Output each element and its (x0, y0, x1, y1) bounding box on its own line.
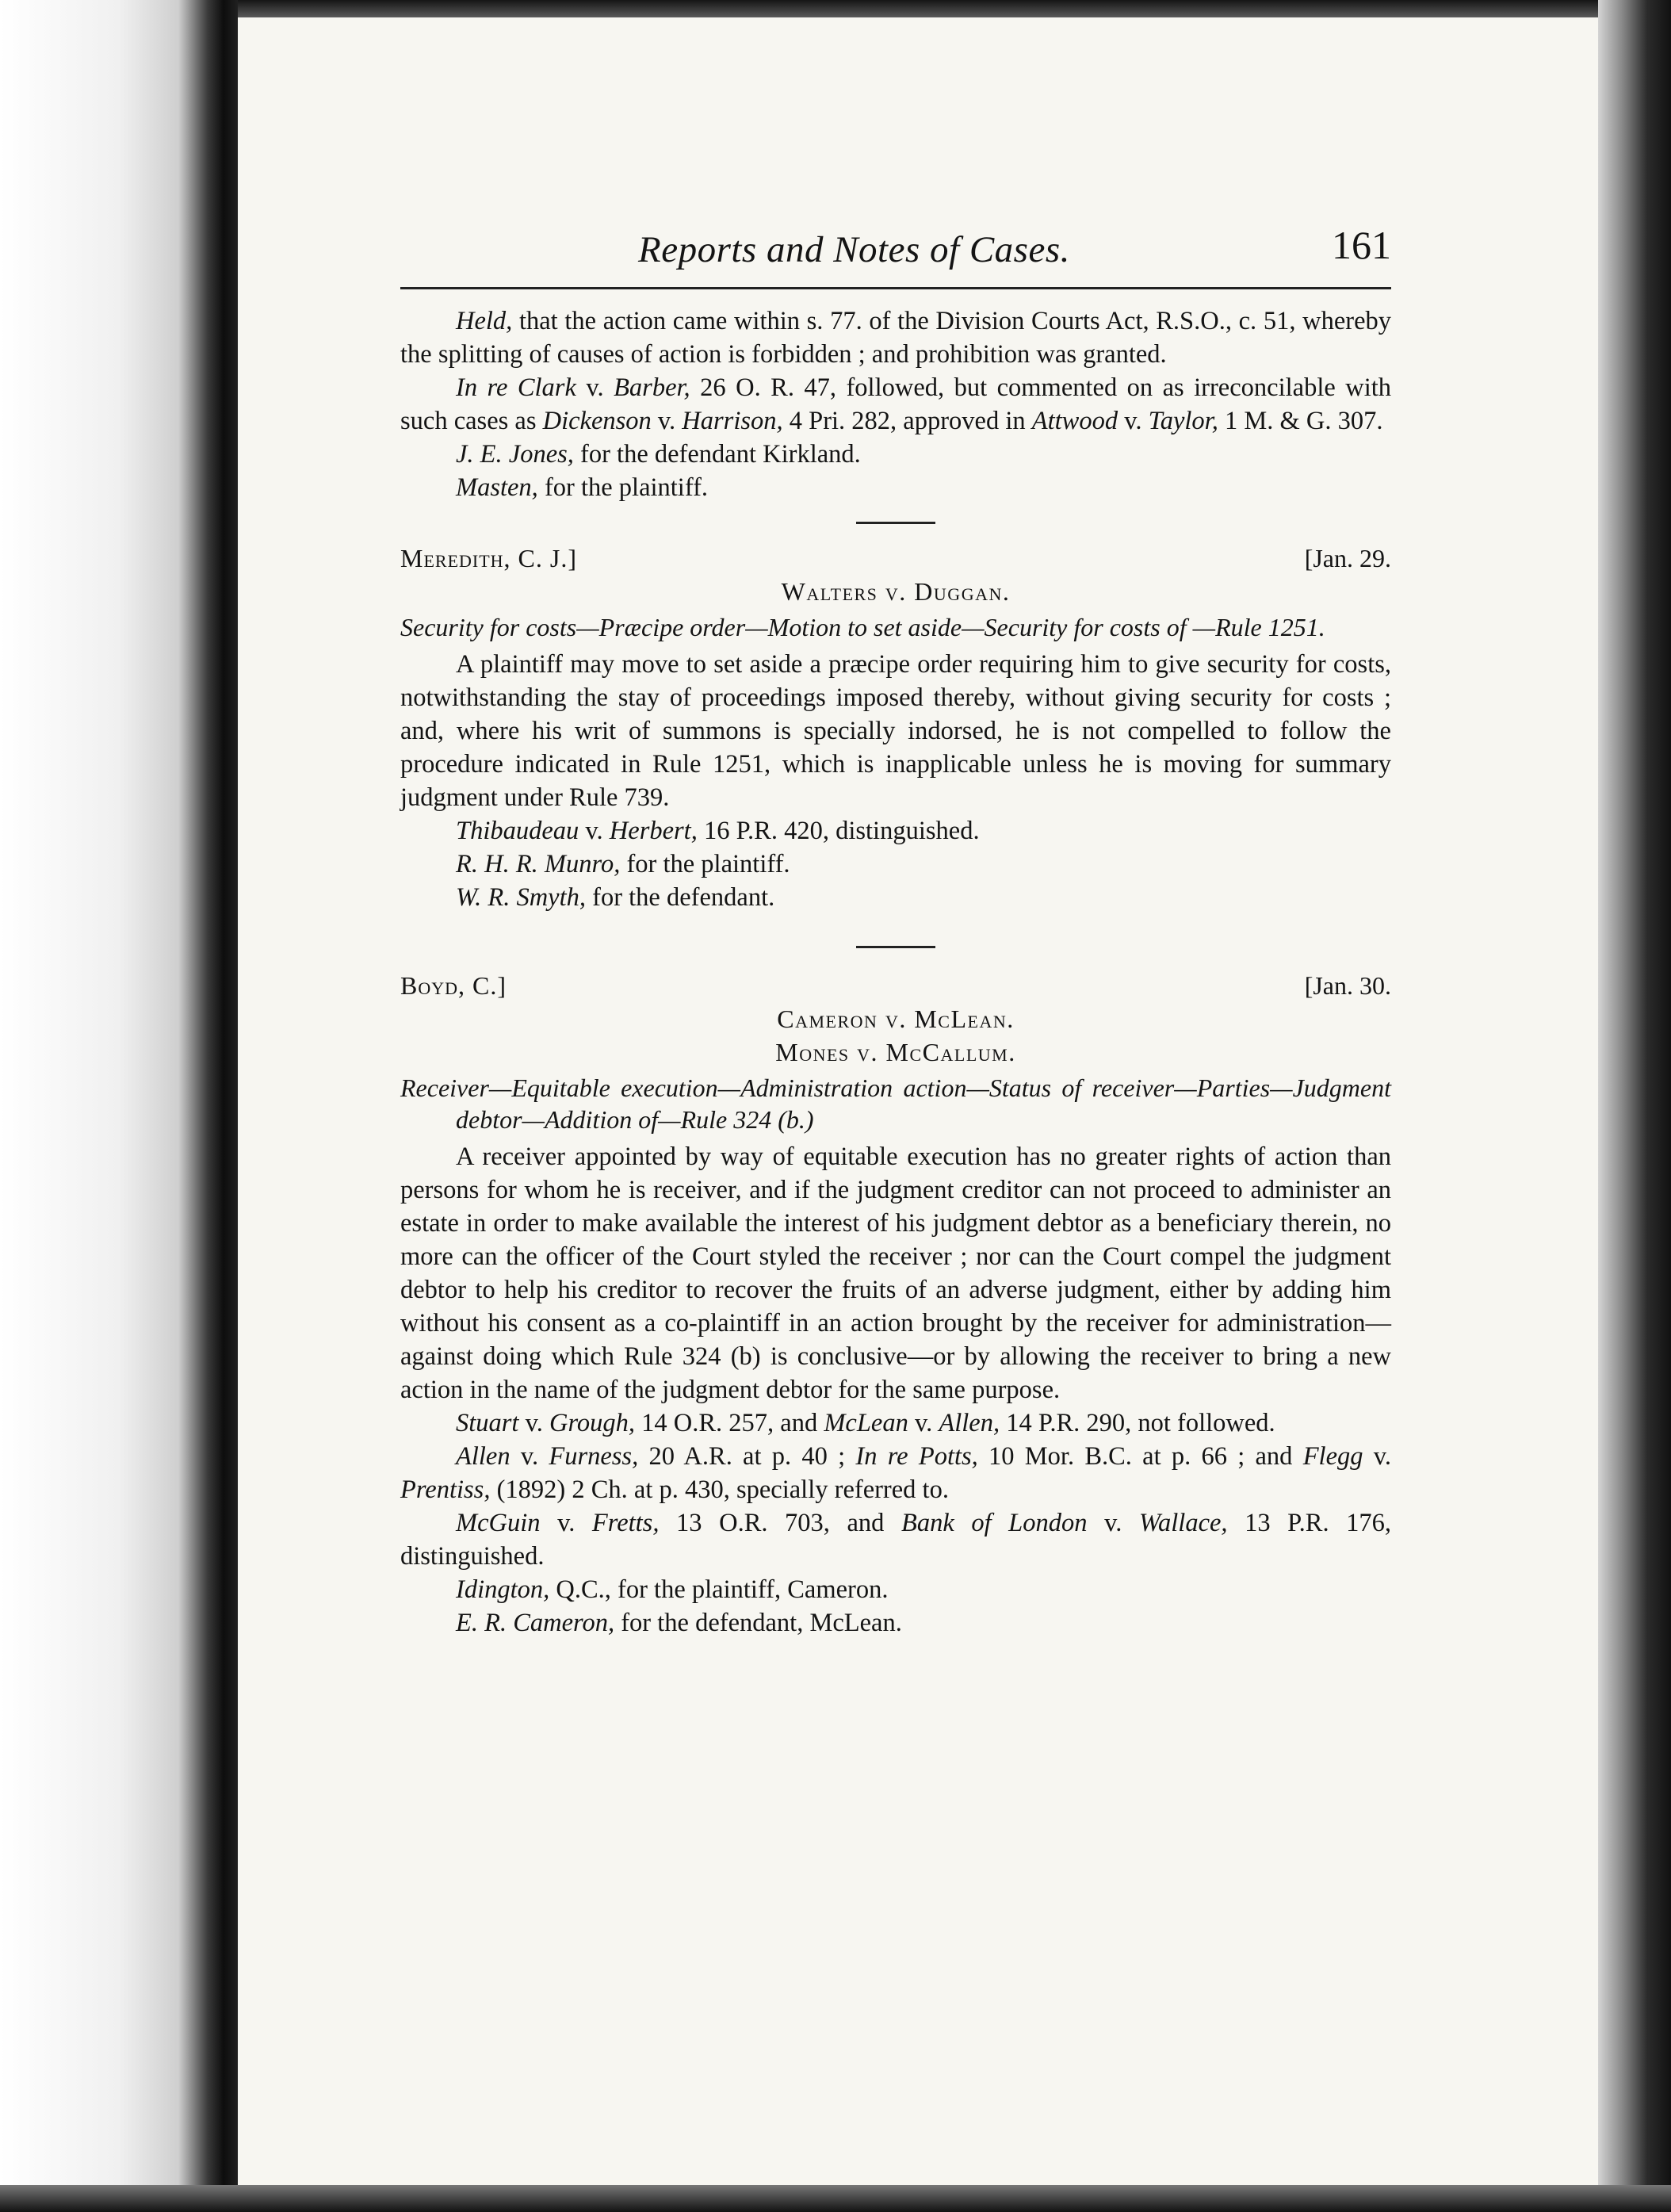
counsel-line (400, 438, 1391, 471)
citation-text: v. (1087, 1509, 1139, 1537)
citation-text: 4 Pri. 282, approved in (782, 407, 1032, 435)
citation-text: 10 Mor. B.C. at p. 66 ; and (977, 1442, 1303, 1471)
counsel-name: J. E. Jones, (456, 440, 574, 469)
case-catchline: Security for costs—Præcipe order—Motion to set aside—Security for costs of —Rule 1251. (400, 613, 1325, 641)
judge-name: Meredith, C. J.] (400, 544, 577, 572)
case-name: McLean (824, 1409, 908, 1437)
page-number: 161 (1332, 223, 1391, 267)
case-name: Stuart (456, 1409, 519, 1437)
counsel-line (400, 1606, 1391, 1640)
citation-text: v. (908, 1409, 939, 1437)
case-catchline: Receiver—Equitable execution—Administration action—Status of receiver—Parties—Judgment debtor—Addition of—Rule 324 (b.) (400, 1073, 1391, 1134)
case-name: McGuin (456, 1509, 541, 1537)
citation-text: v. (1118, 407, 1149, 435)
citation-paragraph (400, 1406, 1391, 1440)
case-name: Herbert, (609, 817, 698, 845)
citation-text: v. (575, 373, 614, 402)
counsel-name: W. R. Smyth, (456, 883, 586, 912)
case-name: Wallace, (1138, 1509, 1228, 1537)
citation-text: v. (518, 1409, 549, 1437)
section-separator (856, 946, 935, 948)
case-name: Thibaudeau (456, 817, 579, 845)
citation-text: 14 O.R. 257, and (635, 1409, 824, 1437)
header-rule (400, 287, 1391, 289)
counsel-text: for the plaintiff. (537, 473, 709, 502)
citation-text: v. (510, 1442, 549, 1471)
case-name: Harrison, (682, 407, 783, 435)
running-head (400, 214, 1391, 290)
scan-left-edge (0, 0, 238, 2212)
case-judge-line (400, 969, 1391, 1002)
case-summary: A plaintiff may move to set aside a præcipe order requiring him to give security for costs, notwithstanding the stay of proceedings imposed thereby, without giving security for costs ; and, where his writ of summons is specially indorsed, he is not compelled to follow the procedure indicated in Rule 1251, which is inapplicable unless he is moving for summary judgment under Rule 739. (400, 650, 1391, 812)
citation-paragraph (400, 1506, 1391, 1573)
counsel-name: R. H. R. Munro, (456, 850, 621, 878)
book-page (400, 214, 1391, 1640)
citation-text: (1892) 2 Ch. at p. 430, specially referred to. (490, 1475, 949, 1504)
citation-text: v. (540, 1509, 592, 1537)
citation-text: 26 O. R. 47, followed, but commented on as irreconcilable with such cases as (400, 373, 1392, 435)
case-title: Walters v. Duggan. (781, 577, 1011, 606)
citation-text: 13 P.R. 176, distinguished. (400, 1509, 1392, 1571)
counsel-name: Masten, (456, 473, 538, 502)
case-name: Grough, (549, 1409, 636, 1437)
section-separator (856, 522, 935, 524)
citation-text: 16 P.R. 420, distinguished. (697, 817, 980, 845)
case-name: Barber, (614, 373, 690, 402)
citation-paragraph (400, 1440, 1391, 1506)
citation-text: 13 O.R. 703, and (659, 1509, 901, 1537)
citation-text: v. (579, 817, 610, 845)
held-text: that the action came within s. 77. of the Division Courts Act, R.S.O., c. 51, whereby the splitting of causes of action is forbidden ; and prohibition was granted. (400, 307, 1391, 369)
scan-top-edge (0, 0, 1671, 17)
citation-text: v. (1363, 1442, 1392, 1471)
citation-text: v. (651, 407, 683, 435)
citation-text: 14 P.R. 290, not followed. (1000, 1409, 1275, 1437)
case-judge-line (400, 542, 1391, 575)
counsel-line (400, 881, 1391, 914)
case-title: Cameron v. McLean. (777, 1005, 1015, 1033)
case-name: Allen (456, 1442, 510, 1471)
running-title: Reports and Notes of Cases. (638, 229, 1070, 270)
case-name: Prentiss, (400, 1475, 491, 1504)
case-name: Flegg (1302, 1442, 1363, 1471)
case-name: Dickenson (542, 407, 652, 435)
counsel-text: Q.C., for the plaintiff, Cameron. (549, 1575, 889, 1604)
counsel-text: for the plaintiff. (620, 850, 790, 878)
case-name: In re Clark (456, 373, 576, 402)
case-date: [Jan. 29. (1304, 544, 1391, 572)
case-name: Attwood (1031, 407, 1118, 435)
case-name: Fretts, (591, 1509, 660, 1537)
case-title: Mones v. McCallum. (775, 1038, 1016, 1066)
case-name: Allen, (939, 1409, 1000, 1437)
case-date: [Jan. 30. (1304, 971, 1391, 1000)
scan-bottom-edge (0, 2185, 1671, 2212)
counsel-text: for the defendant, McLean. (614, 1609, 902, 1637)
counsel-line (400, 848, 1391, 881)
counsel-line (400, 471, 1391, 504)
case-summary: A receiver appointed by way of equitable execution has no greater rights of action than persons for whom he is receiver, and if the judgment creditor can not proceed to administer an estate in order to make available the interest of his judgment debtor as a beneficiary therein, no more can the officer of the Court styled the receiver ; nor can the Court compel the judgment debtor to help his creditor to recover the fruits of an adverse judgment, either by adding him without his consent as a co-plaintiff in an action brought by the receiver for administration—against doing which Rule 324 (b) is conclusive—or by allowing the receiver to bring a new action in the name of the judgment debtor for the same purpose. (400, 1142, 1391, 1404)
counsel-text: for the defendant. (586, 883, 775, 912)
scan-right-edge (1598, 0, 1671, 2212)
held-paragraph (400, 304, 1391, 371)
case-name: Bank of London (901, 1509, 1088, 1537)
judge-name: Boyd, C.] (400, 971, 507, 1000)
citation-paragraph (400, 814, 1391, 848)
case-name: Taylor, (1148, 407, 1218, 435)
case-name: In re Potts, (855, 1442, 978, 1471)
citation-paragraph (400, 371, 1391, 438)
citation-text: 20 A.R. at p. 40 ; (638, 1442, 856, 1471)
counsel-line (400, 1573, 1391, 1606)
counsel-text: for the defendant Kirkland. (573, 440, 861, 469)
citation-text: 1 M. & G. 307. (1218, 407, 1383, 435)
counsel-name: Idington, (456, 1575, 550, 1604)
counsel-name: E. R. Cameron, (456, 1609, 615, 1637)
held-label: Held, (456, 307, 513, 335)
case-name: Furness, (549, 1442, 639, 1471)
